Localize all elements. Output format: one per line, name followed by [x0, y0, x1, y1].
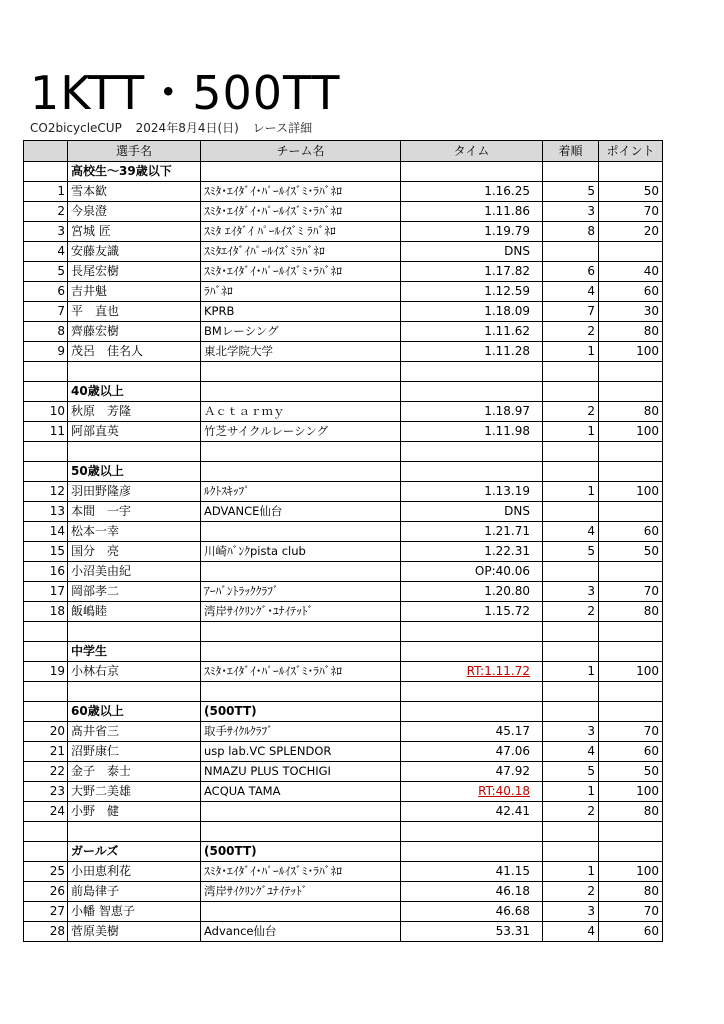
team-cell: [201, 822, 401, 842]
team-name: [201, 522, 401, 542]
number-cell: 13: [24, 502, 68, 522]
rank-cell: 3: [543, 722, 599, 742]
rank-cell: [543, 642, 599, 662]
rider-name: 前島律子: [68, 882, 201, 902]
rank-cell: 1: [543, 782, 599, 802]
table-row: [24, 522, 663, 542]
points-cell: 100: [599, 422, 663, 442]
page-title: 1KTT・500TT: [30, 66, 341, 120]
rider-name: 松本一幸: [68, 522, 201, 542]
rank-cell: 1: [543, 482, 599, 502]
rider-name: 秋原 芳隆: [68, 402, 201, 422]
number-cell: [24, 702, 68, 722]
number-cell: [24, 842, 68, 862]
category-row: [24, 462, 663, 482]
name-cell: [68, 622, 201, 642]
number-cell: 20: [24, 722, 68, 742]
points-cell: 60: [599, 522, 663, 542]
rank-cell: [543, 442, 599, 462]
points-cell: 70: [599, 582, 663, 602]
name-cell: [68, 362, 201, 382]
rider-name: 小沼美由紀: [68, 562, 201, 582]
number-cell: 28: [24, 922, 68, 942]
rider-name: 小野 健: [68, 802, 201, 822]
points-cell: [599, 162, 663, 182]
name-cell: [68, 682, 201, 702]
table-row: [24, 602, 663, 622]
rank-cell: 5: [543, 542, 599, 562]
header-time: タイム: [401, 141, 543, 162]
points-cell: 100: [599, 782, 663, 802]
table-row: [24, 502, 663, 522]
time-cell: [401, 622, 543, 642]
number-cell: 2: [24, 202, 68, 222]
rider-name: 阿部直英: [68, 422, 201, 442]
time-cell: 47.92: [401, 762, 543, 782]
team-name: ｽﾐﾀｴｲﾀﾞｲﾊﾟｰﾙｲｽﾞﾐﾗﾊﾞﾈﾛ: [201, 242, 401, 262]
points-cell: 80: [599, 402, 663, 422]
rank-cell: 5: [543, 762, 599, 782]
team-name: 東北学院大学: [201, 342, 401, 362]
team-cell: [201, 362, 401, 382]
rider-name: 菅原美樹: [68, 922, 201, 942]
rank-cell: 1: [543, 862, 599, 882]
number-cell: [24, 382, 68, 402]
points-cell: 20: [599, 222, 663, 242]
team-name: 湾岸ｻｲｸﾘﾝｸﾞﾕﾅｲﾃｯﾄﾞ: [201, 882, 401, 902]
category-note: [201, 162, 401, 182]
rank-cell: [543, 502, 599, 522]
team-cell: [201, 682, 401, 702]
table-row: [24, 482, 663, 502]
table-row: [24, 722, 663, 742]
number-cell: 1: [24, 182, 68, 202]
table-row: [24, 302, 663, 322]
category-note: (500TT): [201, 702, 401, 722]
team-name: ACQUA TAMA: [201, 782, 401, 802]
number-cell: 8: [24, 322, 68, 342]
points-cell: 100: [599, 862, 663, 882]
time-cell: 1.18.09: [401, 302, 543, 322]
rank-cell: [543, 822, 599, 842]
number-cell: 7: [24, 302, 68, 322]
number-cell: 6: [24, 282, 68, 302]
table-row: [24, 862, 663, 882]
rank-cell: 2: [543, 602, 599, 622]
team-name: Advance仙台: [201, 922, 401, 942]
rider-name: 齊藤宏樹: [68, 322, 201, 342]
category-row: [24, 382, 663, 402]
rank-cell: 3: [543, 902, 599, 922]
rank-cell: 4: [543, 742, 599, 762]
number-cell: 26: [24, 882, 68, 902]
time-cell: 1.11.28: [401, 342, 543, 362]
event-date: 2024年8月4日(日): [135, 121, 239, 135]
rider-name: 安藤友識: [68, 242, 201, 262]
time-cell: [401, 462, 543, 482]
rank-cell: [543, 562, 599, 582]
blank-row: [24, 362, 663, 382]
points-cell: 40: [599, 262, 663, 282]
rider-name: 宮城 匠: [68, 222, 201, 242]
number-cell: [24, 682, 68, 702]
rank-cell: [543, 462, 599, 482]
table-row: [24, 922, 663, 942]
team-name: [201, 802, 401, 822]
table-row: [24, 262, 663, 282]
time-cell: 46.68: [401, 902, 543, 922]
rider-name: 平 直也: [68, 302, 201, 322]
results-body: [24, 162, 663, 942]
rider-name: 雪本歓: [68, 182, 201, 202]
table-row: [24, 182, 663, 202]
time-cell: [401, 842, 543, 862]
detail-label: レース詳細: [252, 121, 313, 135]
points-cell: [599, 382, 663, 402]
rank-cell: 6: [543, 262, 599, 282]
time-cell: [401, 362, 543, 382]
points-cell: 80: [599, 322, 663, 342]
points-cell: 100: [599, 662, 663, 682]
time-cell: [401, 682, 543, 702]
points-cell: 80: [599, 882, 663, 902]
rank-cell: 8: [543, 222, 599, 242]
rank-cell: 1: [543, 342, 599, 362]
time-cell: [401, 162, 543, 182]
points-cell: 60: [599, 922, 663, 942]
rank-cell: 7: [543, 302, 599, 322]
number-cell: [24, 162, 68, 182]
rank-cell: 1: [543, 662, 599, 682]
number-cell: 3: [24, 222, 68, 242]
rank-cell: 2: [543, 322, 599, 342]
rank-cell: 4: [543, 282, 599, 302]
time-cell: 1.13.19: [401, 482, 543, 502]
table-row: [24, 902, 663, 922]
points-cell: [599, 562, 663, 582]
time-cell: DNS: [401, 242, 543, 262]
number-cell: 27: [24, 902, 68, 922]
table-row: [24, 542, 663, 562]
number-cell: [24, 622, 68, 642]
blank-row: [24, 622, 663, 642]
results-table: [23, 140, 663, 942]
rider-name: 髙井省三: [68, 722, 201, 742]
table-row: [24, 342, 663, 362]
rider-name: 小幡 智恵子: [68, 902, 201, 922]
number-cell: 17: [24, 582, 68, 602]
rank-cell: [543, 162, 599, 182]
rank-cell: 2: [543, 802, 599, 822]
name-cell: [68, 822, 201, 842]
number-cell: 24: [24, 802, 68, 822]
rider-name: 茂呂 佳名人: [68, 342, 201, 362]
rider-name: 金子 泰士: [68, 762, 201, 782]
time-cell: 41.15: [401, 862, 543, 882]
category-name: 高校生～39歳以下: [68, 162, 201, 182]
number-cell: 10: [24, 402, 68, 422]
team-name: 取手ｻｲｸﾙｸﾗﾌﾞ: [201, 722, 401, 742]
team-name: ADVANCE仙台: [201, 502, 401, 522]
number-cell: 15: [24, 542, 68, 562]
time-cell: RT:1.11.72: [401, 662, 543, 682]
table-row: [24, 582, 663, 602]
category-note: [201, 642, 401, 662]
time-cell: [401, 442, 543, 462]
team-name: 川崎ﾊﾞﾝｸpista club: [201, 542, 401, 562]
blank-row: [24, 682, 663, 702]
number-cell: 21: [24, 742, 68, 762]
category-note: [201, 382, 401, 402]
team-name: ｽﾐﾀ･ｴｲﾀﾞｲ･ﾊﾟｰﾙｲｽﾞﾐ･ﾗﾊﾞﾈﾛ: [201, 202, 401, 222]
points-cell: 30: [599, 302, 663, 322]
table-row: [24, 782, 663, 802]
points-cell: [599, 462, 663, 482]
team-name: KPRB: [201, 302, 401, 322]
team-cell: [201, 442, 401, 462]
points-cell: [599, 642, 663, 662]
table-row: [24, 222, 663, 242]
category-row: [24, 702, 663, 722]
number-cell: 19: [24, 662, 68, 682]
time-cell: 47.06: [401, 742, 543, 762]
table-row: [24, 422, 663, 442]
category-name: 50歳以上: [68, 462, 201, 482]
time-cell: [401, 382, 543, 402]
points-cell: 100: [599, 482, 663, 502]
rank-cell: [543, 242, 599, 262]
points-cell: [599, 242, 663, 262]
time-cell: 1.19.79: [401, 222, 543, 242]
category-note: [201, 462, 401, 482]
number-cell: 4: [24, 242, 68, 262]
table-row: [24, 202, 663, 222]
name-cell: [68, 442, 201, 462]
rank-cell: 1: [543, 422, 599, 442]
points-cell: [599, 362, 663, 382]
rank-cell: 2: [543, 402, 599, 422]
rider-name: 今泉澄: [68, 202, 201, 222]
rider-name: 小林右京: [68, 662, 201, 682]
points-cell: 50: [599, 182, 663, 202]
blank-row: [24, 822, 663, 842]
table-row: [24, 802, 663, 822]
number-cell: 5: [24, 262, 68, 282]
rider-name: 飯嶋睦: [68, 602, 201, 622]
points-cell: [599, 842, 663, 862]
number-cell: 23: [24, 782, 68, 802]
team-name: ﾙｸﾄｽｷｯﾌﾟ: [201, 482, 401, 502]
rider-name: 沼野康仁: [68, 742, 201, 762]
time-cell: 46.18: [401, 882, 543, 902]
team-name: ｽﾐﾀ･ｴｲﾀﾞｲ･ﾊﾟｰﾙｲｽﾞﾐ･ﾗﾊﾞﾈﾛ: [201, 662, 401, 682]
rank-cell: [543, 382, 599, 402]
category-row: [24, 162, 663, 182]
header-rider-name: 選手名: [68, 141, 201, 162]
rank-cell: 3: [543, 582, 599, 602]
rank-cell: 4: [543, 922, 599, 942]
team-name: ｽﾐﾀ･ｴｲﾀﾞｲ･ﾊﾟｰﾙｲｽﾞﾐ･ﾗﾊﾞﾈﾛ: [201, 182, 401, 202]
team-name: ｱｰﾊﾞﾝﾄﾗｯｸｸﾗﾌﾞ: [201, 582, 401, 602]
header-number: [24, 141, 68, 162]
rank-cell: [543, 842, 599, 862]
table-row: [24, 322, 663, 342]
team-name: ｽﾐﾀ ｴｲﾀﾞｲ ﾊﾟｰﾙｲｽﾞﾐ ﾗﾊﾞﾈﾛ: [201, 222, 401, 242]
time-cell: 1.11.98: [401, 422, 543, 442]
table-row: [24, 562, 663, 582]
time-cell: [401, 642, 543, 662]
table-row: [24, 742, 663, 762]
number-cell: 22: [24, 762, 68, 782]
category-name: 60歳以上: [68, 702, 201, 722]
team-name: ﾗﾊﾞﾈﾛ: [201, 282, 401, 302]
team-name: ｽﾐﾀ･ｴｲﾀﾞｲ･ﾊﾟｰﾙｲｽﾞﾐ･ﾗﾊﾞﾈﾛ: [201, 262, 401, 282]
number-cell: [24, 642, 68, 662]
points-cell: [599, 822, 663, 842]
rank-cell: [543, 702, 599, 722]
team-name: ｽﾐﾀ･ｴｲﾀﾞｲ･ﾊﾟｰﾙｲｽﾞﾐ･ﾗﾊﾞﾈﾛ: [201, 862, 401, 882]
points-cell: 80: [599, 802, 663, 822]
time-cell: 45.17: [401, 722, 543, 742]
rider-name: 大野二美雄: [68, 782, 201, 802]
number-cell: 11: [24, 422, 68, 442]
points-cell: 70: [599, 202, 663, 222]
team-name: Ａｃｔａｒｍｙ: [201, 402, 401, 422]
time-cell: 1.11.62: [401, 322, 543, 342]
category-note: (500TT): [201, 842, 401, 862]
category-row: [24, 842, 663, 862]
rider-name: 国分 亮: [68, 542, 201, 562]
time-cell: 1.11.86: [401, 202, 543, 222]
table-row: [24, 242, 663, 262]
time-cell: 1.22.31: [401, 542, 543, 562]
time-cell: 1.17.82: [401, 262, 543, 282]
rider-name: 長尾宏樹: [68, 262, 201, 282]
rank-cell: [543, 622, 599, 642]
points-cell: [599, 682, 663, 702]
table-row: [24, 762, 663, 782]
points-cell: 60: [599, 742, 663, 762]
number-cell: 9: [24, 342, 68, 362]
rank-cell: 3: [543, 202, 599, 222]
time-cell: OP:40.06: [401, 562, 543, 582]
team-name: [201, 562, 401, 582]
category-name: 40歳以上: [68, 382, 201, 402]
category-name: 中学生: [68, 642, 201, 662]
number-cell: 16: [24, 562, 68, 582]
time-cell: 42.41: [401, 802, 543, 822]
rank-cell: [543, 362, 599, 382]
time-cell: RT:40.18: [401, 782, 543, 802]
points-cell: 100: [599, 342, 663, 362]
number-cell: [24, 822, 68, 842]
time-cell: 1.21.71: [401, 522, 543, 542]
team-name: 竹芝サイクルレーシング: [201, 422, 401, 442]
number-cell: 18: [24, 602, 68, 622]
team-name: NMAZU PLUS TOCHIGI: [201, 762, 401, 782]
header-row: [24, 141, 663, 162]
table-row: [24, 402, 663, 422]
rider-name: 本間 一宇: [68, 502, 201, 522]
points-cell: 70: [599, 902, 663, 922]
points-cell: 70: [599, 722, 663, 742]
points-cell: [599, 622, 663, 642]
team-cell: [201, 622, 401, 642]
rider-name: 岡部孝二: [68, 582, 201, 602]
time-cell: 53.31: [401, 922, 543, 942]
number-cell: 14: [24, 522, 68, 542]
table-row: [24, 882, 663, 902]
rank-cell: [543, 682, 599, 702]
header-rank: 着順: [543, 141, 599, 162]
rank-cell: 4: [543, 522, 599, 542]
number-cell: 25: [24, 862, 68, 882]
number-cell: [24, 462, 68, 482]
header-team-name: チーム名: [201, 141, 401, 162]
number-cell: [24, 442, 68, 462]
time-cell: 1.15.72: [401, 602, 543, 622]
team-name: 湾岸ｻｲｸﾘﾝｸﾞ･ﾕﾅｲﾃｯﾄﾞ: [201, 602, 401, 622]
rank-cell: 5: [543, 182, 599, 202]
number-cell: 12: [24, 482, 68, 502]
time-cell: DNS: [401, 502, 543, 522]
time-cell: 1.12.59: [401, 282, 543, 302]
points-cell: [599, 442, 663, 462]
header-points: ポイント: [599, 141, 663, 162]
team-name: usp lab.VC SPLENDOR: [201, 742, 401, 762]
subtitle: [30, 118, 322, 138]
blank-row: [24, 442, 663, 462]
table-row: [24, 282, 663, 302]
points-cell: [599, 702, 663, 722]
time-cell: 1.16.25: [401, 182, 543, 202]
time-cell: 1.18.97: [401, 402, 543, 422]
points-cell: 50: [599, 542, 663, 562]
time-cell: [401, 702, 543, 722]
rider-name: 小田恵利花: [68, 862, 201, 882]
team-name: BMレーシング: [201, 322, 401, 342]
points-cell: [599, 502, 663, 522]
time-cell: [401, 822, 543, 842]
time-cell: 1.20.80: [401, 582, 543, 602]
points-cell: 80: [599, 602, 663, 622]
team-name: [201, 902, 401, 922]
rider-name: 羽田野隆彦: [68, 482, 201, 502]
category-row: [24, 642, 663, 662]
category-name: ガールズ: [68, 842, 201, 862]
points-cell: 50: [599, 762, 663, 782]
event-name: CO2bicycleCUP: [30, 121, 122, 135]
rider-name: 吉井魁: [68, 282, 201, 302]
points-cell: 60: [599, 282, 663, 302]
rank-cell: 2: [543, 882, 599, 902]
number-cell: [24, 362, 68, 382]
table-row: [24, 662, 663, 682]
